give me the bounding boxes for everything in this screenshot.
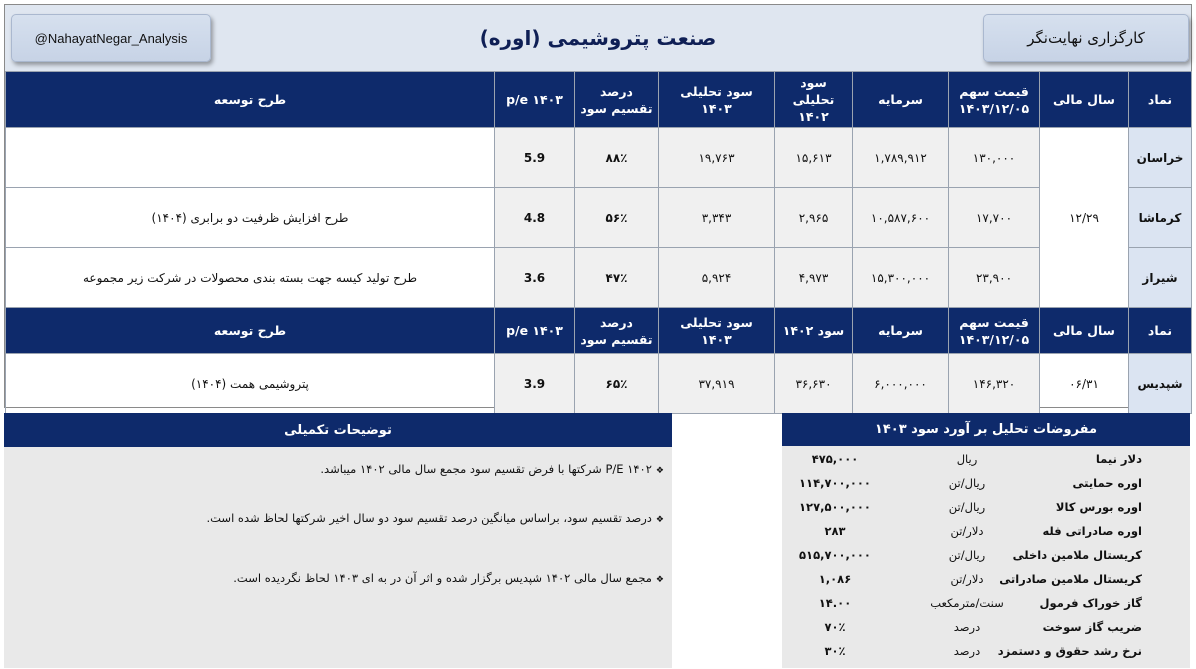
profit-1403-cell: ۵,۹۲۴ [659, 248, 775, 308]
assumption-unit: دلار/تن [950, 572, 984, 586]
assumption-unit: درصد [953, 644, 981, 658]
assumption-name: نرخ رشد حقوق و دستمزد [997, 644, 1142, 658]
col-dividend: درصد تقسیم سود [575, 72, 659, 128]
notes-panel [4, 413, 672, 668]
col-profit-1402: سود ۱۴۰۲ [775, 308, 853, 354]
plan-cell: طرح افزایش ظرفیت دو برابری (۱۴۰۴) [6, 188, 495, 248]
assumption-value: ۱۱۴,۷۰۰,۰۰۰ [799, 476, 871, 490]
assumption-name: کریستال ملامین صادراتی [999, 572, 1142, 586]
assumptions-panel [782, 413, 1190, 668]
assumption-unit: ریال/تن [948, 476, 986, 490]
col-fiscal-year: سال مالی [1040, 308, 1129, 354]
assumption-value: ۱,۰۸۶ [818, 572, 852, 586]
assumptions-title: مفروضات تحلیل بر آورد سود ۱۴۰۳ [782, 413, 1190, 446]
header-row [6, 308, 1192, 354]
assumption-row [782, 568, 1190, 592]
table-row [6, 188, 1192, 248]
assumption-row [782, 520, 1190, 544]
price-cell: ۱۴۶,۳۲۰ [949, 354, 1040, 414]
company-table [5, 71, 1192, 414]
bullet-icon: ❖ [655, 515, 664, 525]
assumption-row [782, 616, 1190, 640]
col-profit-1402: سود تحلیلی ۱۴۰۲ [775, 72, 853, 128]
assumption-name: اوره حمایتی [1072, 476, 1142, 490]
col-symbol: نماد [1129, 308, 1192, 354]
table-row [6, 354, 1192, 414]
plan-cell [6, 128, 495, 188]
plan-cell: طرح تولید کیسه جهت بسته بندی محصولات در شرکت زیر مجموعه [6, 248, 495, 308]
assumption-unit: ریال/تن [948, 548, 986, 562]
assumption-name: اوره بورس کالا [1055, 500, 1142, 514]
dividend-cell: ۵۶٪ [575, 188, 659, 248]
assumption-name: ضریب گاز سوخت [1042, 620, 1142, 634]
fiscal-year-cell: ۱۲/۲۹ [1040, 128, 1129, 308]
assumption-name: کریستال ملامین داخلی [1012, 548, 1142, 562]
profit-1402-cell: ۱۵,۶۱۳ [775, 128, 853, 188]
assumption-row [782, 544, 1190, 568]
capital-cell: ۱,۷۸۹,۹۱۲ [853, 128, 949, 188]
dividend-cell: ۴۷٪ [575, 248, 659, 308]
assumption-unit: سنت/مترمکعب [930, 596, 1004, 610]
col-plan: طرح توسعه [6, 308, 495, 354]
assumption-name: دلار نیما [1095, 452, 1142, 466]
dividend-cell: ۸۸٪ [575, 128, 659, 188]
price-cell: ۱۳۰,۰۰۰ [949, 128, 1040, 188]
col-profit-1403: سود تحلیلی ۱۴۰۳ [659, 72, 775, 128]
note-item: ❖مجمع سال مالی ۱۴۰۲ شپدیس برگزار شده و اثر آن در به ای ۱۴۰۳ لحاظ نگردیده است. [233, 571, 664, 585]
assumption-unit: ریال/تن [948, 500, 986, 514]
assumption-row [782, 496, 1190, 520]
price-cell: ۲۳,۹۰۰ [949, 248, 1040, 308]
profit-1403-cell: ۱۹,۷۶۳ [659, 128, 775, 188]
assumption-value: ۵۱۵,۷۰۰,۰۰۰ [799, 548, 871, 562]
col-pe: p/e ۱۴۰۳ [495, 72, 575, 128]
capital-cell: ۱۵,۳۰۰,۰۰۰ [853, 248, 949, 308]
symbol-cell[interactable]: خراسان [1129, 128, 1192, 188]
assumption-value: ۱۲۷,۵۰۰,۰۰۰ [799, 500, 871, 514]
capital-cell: ۱۰,۵۸۷,۶۰۰ [853, 188, 949, 248]
page-title: صنعت پتروشیمی (اوره) [479, 26, 717, 50]
profit-1402-cell: ۳۶,۶۳۰ [775, 354, 853, 414]
note-item: ❖درصد تقسیم سود، براساس میانگین درصد تقسیم سود دو سال اخیر شرکتها لحاظ شده است. [206, 511, 664, 525]
col-dividend: درصد تقسیم سود [575, 308, 659, 354]
col-plan: طرح توسعه [6, 72, 495, 128]
symbol-cell[interactable]: کرماشا [1129, 188, 1192, 248]
profit-1402-cell: ۲,۹۶۵ [775, 188, 853, 248]
header-row [6, 72, 1192, 128]
assumption-row [782, 640, 1190, 664]
assumption-unit: ریال [956, 452, 978, 466]
symbol-cell[interactable]: شپدیس [1129, 354, 1192, 414]
assumption-value: ۲۸۳ [824, 524, 846, 538]
pe-cell: 5.9 [495, 128, 575, 188]
notes-title: توضیحات تکمیلی [4, 413, 672, 447]
fiscal-year-cell: ۰۶/۳۱ [1040, 354, 1129, 414]
table-row [6, 248, 1192, 308]
pe-cell: 3.9 [495, 354, 575, 414]
page-header [5, 5, 1191, 71]
col-capital: سرمایه [853, 308, 949, 354]
handle-badge[interactable]: @NahayatNegar_Analysis [11, 14, 211, 62]
col-symbol: نماد [1129, 72, 1192, 128]
pe-cell: 3.6 [495, 248, 575, 308]
profit-1402-cell: ۴,۹۷۳ [775, 248, 853, 308]
dividend-cell: ۶۵٪ [575, 354, 659, 414]
assumption-value: ۷۰٪ [824, 620, 846, 634]
col-capital: سرمایه [853, 72, 949, 128]
assumption-row [782, 592, 1190, 616]
table-row [6, 128, 1192, 188]
capital-cell: ۶,۰۰۰,۰۰۰ [853, 354, 949, 414]
assumption-value: ۱۴.۰۰ [818, 596, 852, 610]
assumption-unit: درصد [953, 620, 981, 634]
assumption-value: ۳۰٪ [824, 644, 846, 658]
price-cell: ۱۷,۷۰۰ [949, 188, 1040, 248]
assumption-row [782, 472, 1190, 496]
profit-1403-cell: ۳۷,۹۱۹ [659, 354, 775, 414]
note-item: ❖P/E ۱۴۰۲ شرکتها با فرض تقسیم سود مجمع سال مالی ۱۴۰۲ میباشد. [320, 462, 664, 476]
profit-1403-cell: ۳,۳۴۳ [659, 188, 775, 248]
assumption-value: ۴۷۵,۰۰۰ [811, 452, 859, 466]
col-pe: p/e ۱۴۰۳ [495, 308, 575, 354]
bullet-icon: ❖ [655, 575, 664, 585]
col-profit-1403: سود تحلیلی ۱۴۰۳ [659, 308, 775, 354]
col-price: قیمت سهم ۱۴۰۳/۱۲/۰۵ [949, 72, 1040, 128]
pe-cell: 4.8 [495, 188, 575, 248]
assumption-unit: دلار/تن [950, 524, 984, 538]
assumption-name: اوره صادراتی فله [1042, 524, 1142, 538]
col-price: قیمت سهم ۱۴۰۳/۱۲/۰۵ [949, 308, 1040, 354]
bullet-icon: ❖ [655, 466, 664, 476]
assumption-row [782, 448, 1190, 472]
plan-cell: پتروشیمی همت (۱۴۰۴) [6, 354, 495, 414]
assumption-name: گاز خوراک فرمول [1039, 596, 1142, 610]
symbol-cell[interactable]: شیراز [1129, 248, 1192, 308]
brand-badge[interactable]: کارگزاری نهایت‌نگر [983, 14, 1189, 62]
col-fiscal-year: سال مالی [1040, 72, 1129, 128]
